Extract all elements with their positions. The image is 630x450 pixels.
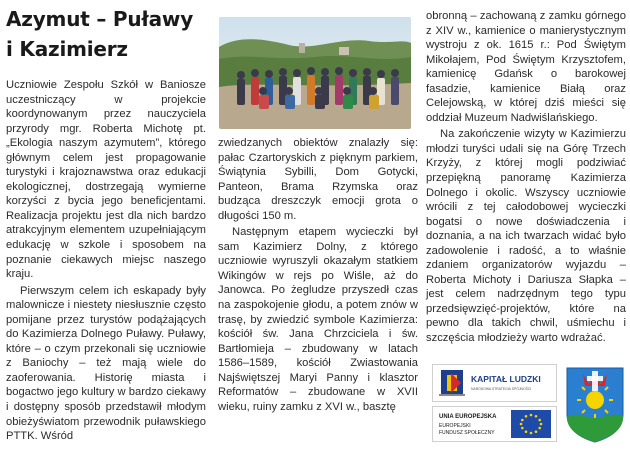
article-column-3 [426, 9, 626, 346]
kapital-ludzki-emblem [433, 365, 556, 401]
paragraph: zwiedzanych obiektów znalazły się: pałac Czartoryskich z pięknym parkiem, Świątynia Sybilli, Dom Gotycki, Panteon, Brama Rzymska oraz budząca dreszczyk emocji grota o długości 150 m. [218, 137, 418, 222]
group-photo [219, 17, 411, 129]
paragraph: Na zakończenie wizyty w Kazimierzu młodzi turyści udali się na Górę Trzech Krzyży, z której mogli podziwiać przepiękną panoramę Kazimierza Dolnego i okolic. Wszyscy uczniowie wrócili z tej całodobowej wycieczki bogatsi o nowe doświadczenia i doznania, a na ich twarzach widać było zadowolenie i radość, a to właśnie zdaniem organizatorów wyjazdu – Roberta Michoty i Dariusza Słapka – jest celem nadrzędnym tego typu przedsięwzięć-projektów, które na pewno dla takich chwil, uśmiechu i szczęścia młodzieży warto wdrażać. [426, 128, 626, 345]
kapital-ludzki-subtitle: NARODOWA STRATEGIA SPÓJNOŚCI [471, 387, 532, 391]
group-photo-image [219, 17, 411, 129]
article-title-line1: Azymut – Puławy [6, 7, 194, 31]
eu-emblem [433, 407, 556, 441]
article-title-line2: i Kazimierz [6, 37, 128, 61]
paragraph: obronną – zachowaną z zamku górnego z XIV w., kamienice o manierystycznym wystroju z ok. 1615 r.: Pod Świętym Mikołajem, Pod Świętym Krzysztofem, kamienicę Gdańsk o barokowej fasadzie, kamienice Białą oraz Celejowską, w której dziś mieści się oddział Muzeum Nadwiślańskiego. [426, 10, 626, 124]
paragraph: Uczniowie Zespołu Szkół w Baniosze uczestniczący w projekcie koordynowanym przez nauczyciela przyrody mgr. Roberta Michotę pt. „Ekologia naszym azymutem”, którego głównym celem jest propagowanie turystyki i krajoznawstwa oraz edukacji ekologicznej, dostrzegają wymierne korzyści z bycia jego beneficjentami. Realizacja projektu jest dla nich bardzo atrakcyjnym elementem uzupełniającym edukację w szkole i sposobem na poznanie ciekawych miejsc naszego kraju. [6, 79, 206, 281]
eu-line2: EUROPEJSKI [439, 423, 471, 429]
paragraph: Pierwszym celem ich eskapady były malownicze i niestety niesłusznie często pomijane przez turystów podążających do Kazimierza Dolnego Puławy. Puławy, które – o czym przekonali się uczniowie z Baniochy – też mają wiele do zaoferowania. Historię miasta i bogactwo jego kultury w bardzo ciekawy i dostępny sposób przedstawił młodym obieżyświatom przewodnik puławskiego PTTK. Wśród [6, 284, 206, 443]
kapital-ludzki-logo [432, 364, 557, 402]
article-title [6, 4, 211, 64]
eu-line1: UNIA EUROPEJSKA [439, 414, 497, 420]
eu-line3: FUNDUSZ SPOŁECZNY [439, 430, 495, 436]
article-column-2 [218, 136, 418, 414]
eu-logo [432, 406, 557, 442]
crest-icon [565, 366, 625, 444]
paragraph: Następnym etapem wycieczki był sam Kazimierz Dolny, z którego uczniowie wyruszyli okazałym statkiem Wikingów w rejs po Wiśle, aż do Janowca. Po żegludze przyszedł czas na zaspokojenie głodu, a potem znów w trasę, by zwiedzić symbole Kazimierza: kościół św. Jana Chrzciciela i św. Bartłomieja – zbudowany w latach 1586–1589, kościół Zwiastowania Najświętszej Maryi Panny i klasztor Reformatów – zbudowane w XVII wieku, ruiny zamku z XVI w., basztę [218, 226, 418, 413]
article-column-1 [6, 78, 206, 444]
kapital-ludzki-title: KAPITAŁ LUDZKI [471, 374, 541, 384]
